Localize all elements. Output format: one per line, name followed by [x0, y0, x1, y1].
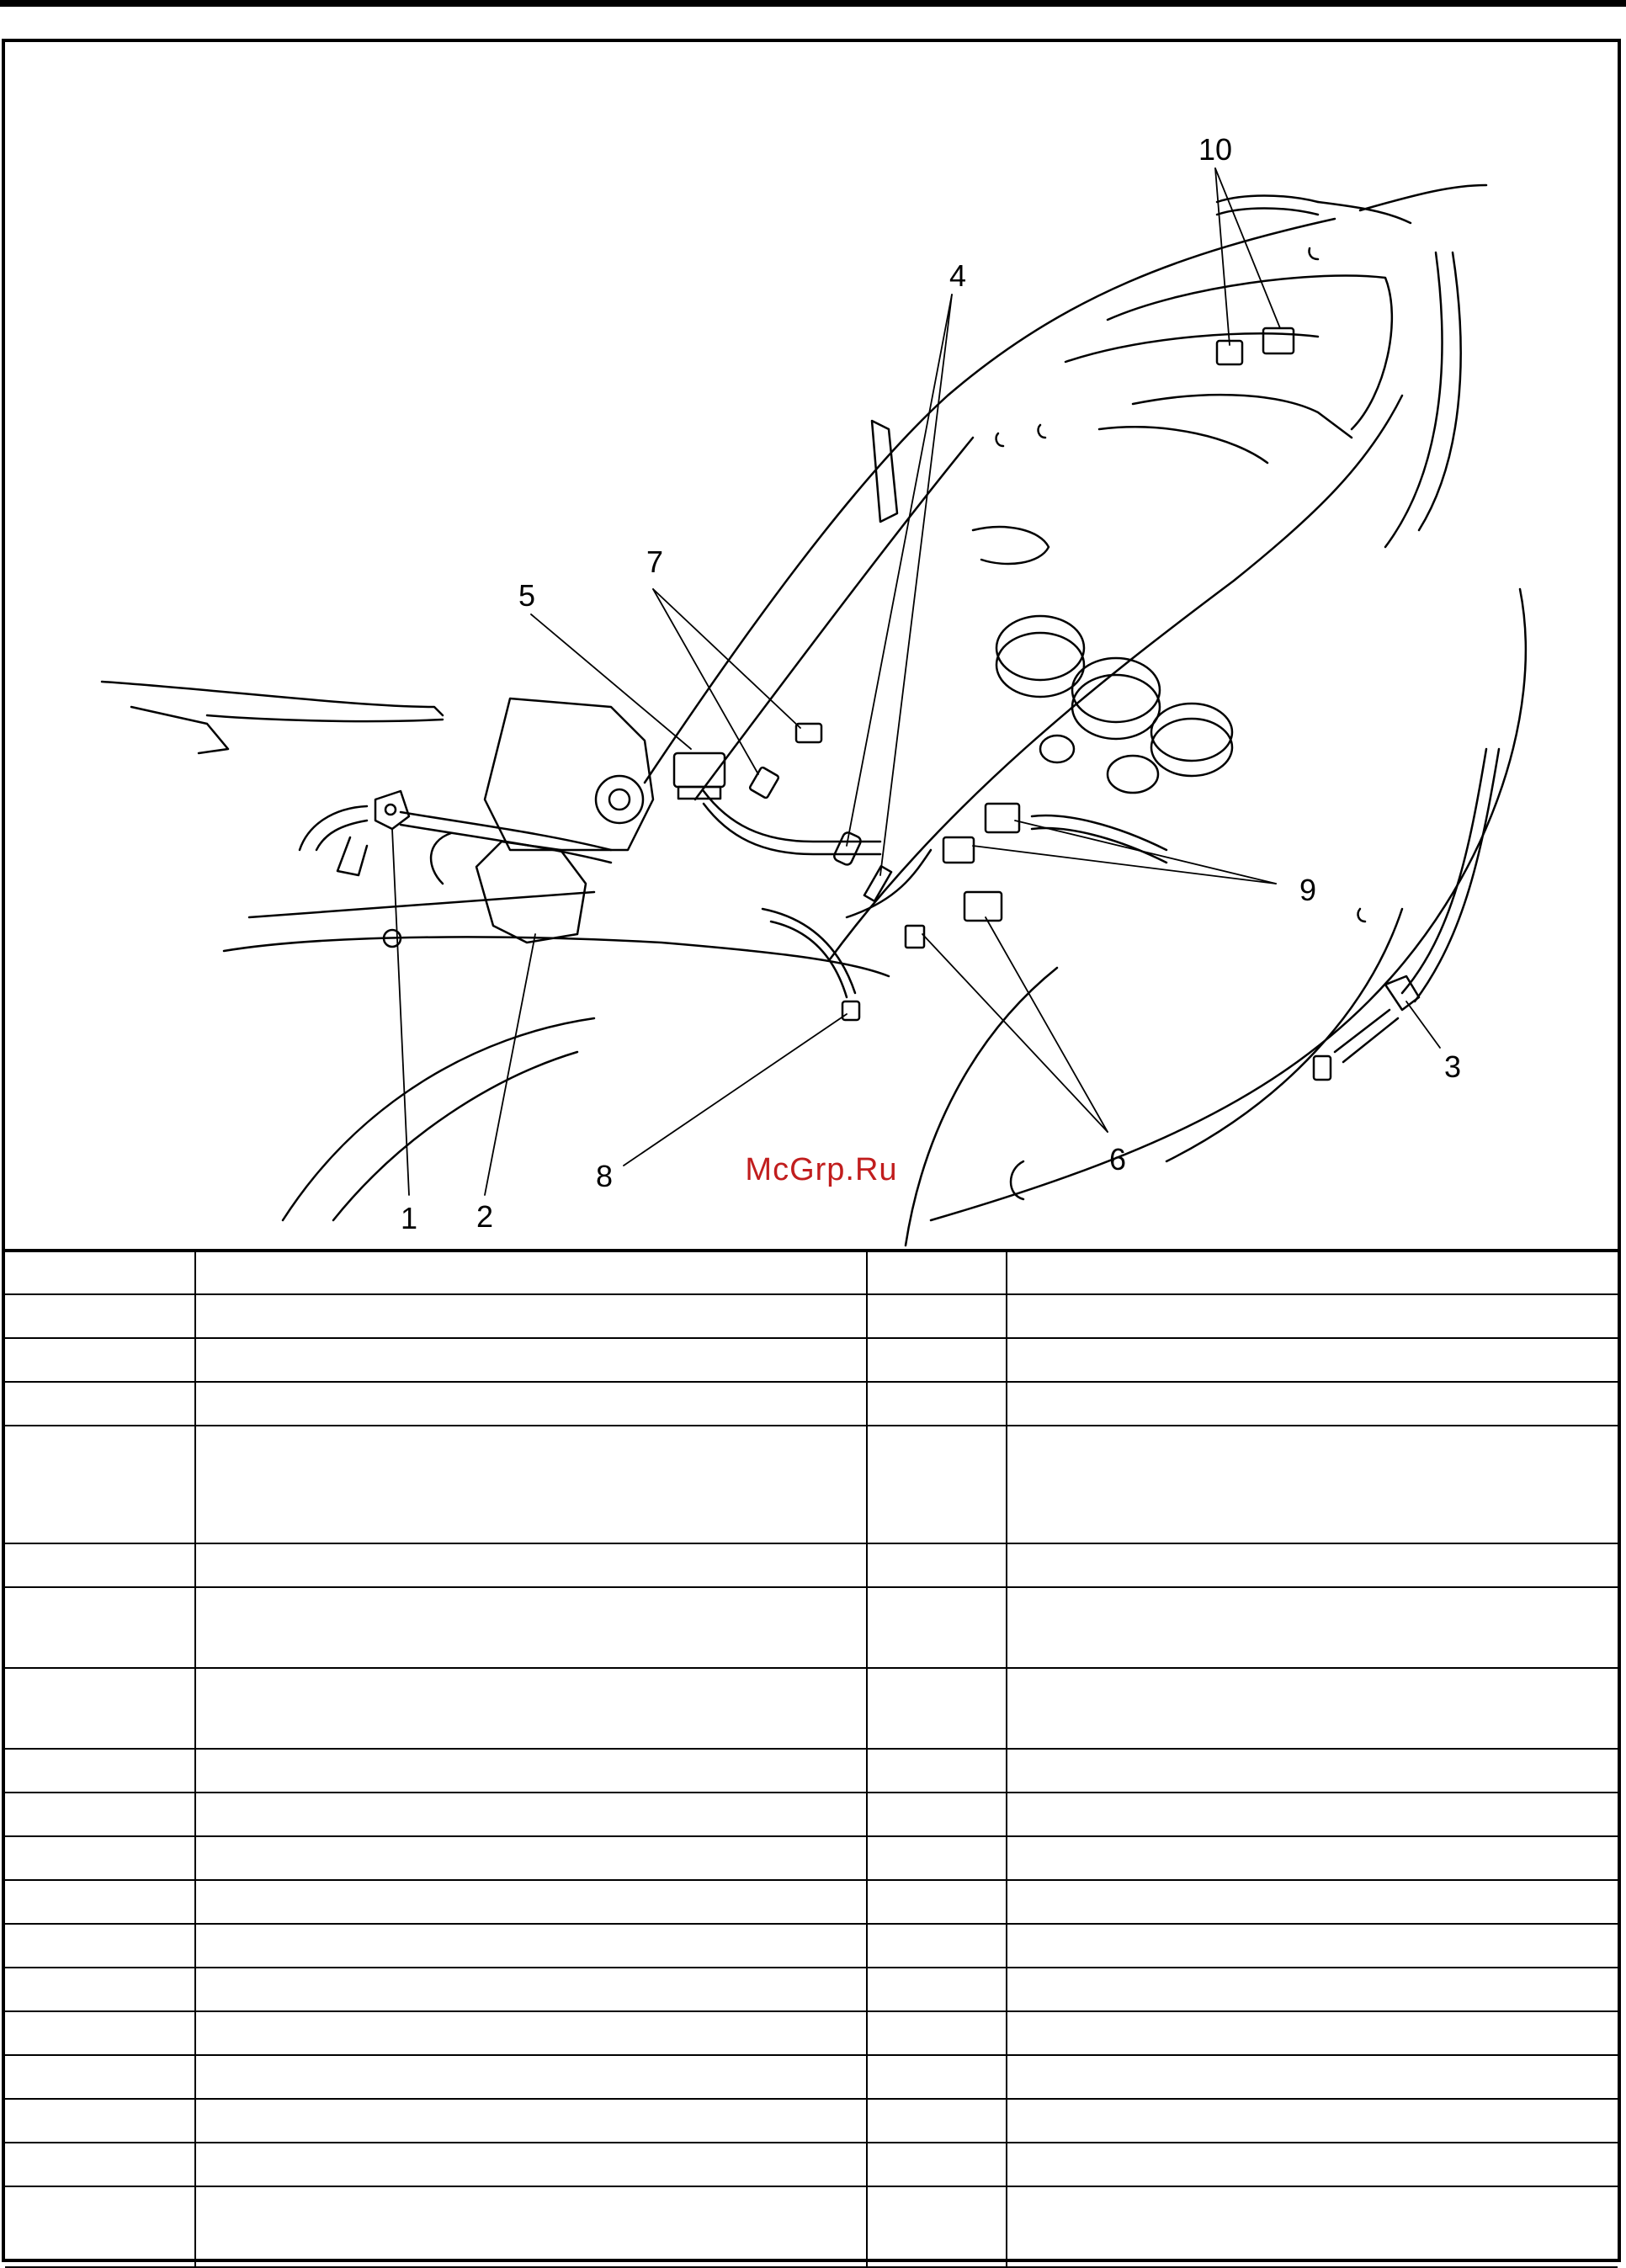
table-cell [1007, 1836, 1618, 1880]
table-cell [867, 2186, 1007, 2267]
table-cell [1007, 1968, 1618, 2011]
table-cell [5, 1836, 195, 1880]
leader-lines [392, 168, 1440, 1195]
table-row [5, 2099, 1618, 2143]
table-cell [867, 1382, 1007, 1426]
specification-table-body [5, 1251, 1618, 2267]
table-cell [867, 1836, 1007, 1880]
table-cell [5, 1587, 195, 1668]
table-cell [5, 1251, 195, 1294]
wiring-harness-illustration [5, 42, 1618, 1249]
table-cell [5, 1338, 195, 1382]
table-row [5, 1382, 1618, 1426]
table-cell [195, 1924, 867, 1968]
table-cell [195, 2186, 867, 2267]
table-cell [1007, 2099, 1618, 2143]
callout-labels [401, 132, 1461, 1235]
table-cell [867, 2099, 1007, 2143]
specification-table [5, 1249, 1618, 2268]
table-cell [1007, 1251, 1618, 1294]
table-cell [867, 1793, 1007, 1836]
table-cell [5, 2055, 195, 2099]
table-cell [1007, 1543, 1618, 1587]
table-cell [867, 1924, 1007, 1968]
table-cell [195, 1968, 867, 2011]
table-cell [5, 2011, 195, 2055]
table-cell [1007, 1793, 1618, 1836]
table-cell [1007, 2011, 1618, 2055]
table-cell [867, 2011, 1007, 2055]
table-cell [867, 1749, 1007, 1793]
table-cell [5, 2143, 195, 2186]
callout-4: 4 [948, 258, 967, 293]
callout-9: 9 [1299, 873, 1317, 907]
page-frame [2, 39, 1621, 2262]
table-cell [195, 1251, 867, 1294]
watermark: McGrp.Ru [745, 1152, 898, 1187]
table-cell [867, 1338, 1007, 1382]
table-cell [867, 1880, 1007, 1924]
table-cell [1007, 1426, 1618, 1543]
table-cell [867, 1587, 1007, 1668]
table-cell [5, 1749, 195, 1793]
table-cell [195, 1880, 867, 1924]
table-row [5, 1880, 1618, 1924]
table-cell [1007, 1338, 1618, 1382]
table-cell [5, 1793, 195, 1836]
table-row [5, 1968, 1618, 2011]
table-cell [1007, 2186, 1618, 2267]
table-cell [867, 1543, 1007, 1587]
table-cell [5, 2099, 195, 2143]
table-cell [5, 1426, 195, 1543]
table-cell [867, 2143, 1007, 2186]
table-row [5, 1668, 1618, 1749]
table-cell [1007, 1668, 1618, 1749]
table-cell [195, 2055, 867, 2099]
table-cell [5, 1880, 195, 1924]
table-cell [867, 1968, 1007, 2011]
table-cell [1007, 1880, 1618, 1924]
table-row [5, 1587, 1618, 1668]
table-row [5, 2186, 1618, 2267]
table-cell [195, 2099, 867, 2143]
callout-10: 10 [1198, 132, 1233, 167]
table-row [5, 2143, 1618, 2186]
callout-2: 2 [476, 1199, 494, 1234]
table-cell [195, 1749, 867, 1793]
motorcycle-frame-lines [102, 185, 1526, 1246]
table-cell [867, 1426, 1007, 1543]
table-cell [195, 2011, 867, 2055]
table-row [5, 2011, 1618, 2055]
callout-5: 5 [518, 578, 536, 613]
table-row [5, 1294, 1618, 1338]
table-cell [195, 2143, 867, 2186]
top-rule [0, 0, 1626, 7]
table-row [5, 2055, 1618, 2099]
table-cell [867, 1251, 1007, 1294]
table-cell [1007, 1587, 1618, 1668]
callout-3: 3 [1443, 1049, 1462, 1084]
table-cell [195, 1793, 867, 1836]
table-cell [1007, 1924, 1618, 1968]
table-cell [5, 1968, 195, 2011]
table-cell [5, 1924, 195, 1968]
table-cell [1007, 2055, 1618, 2099]
table-row [5, 1251, 1618, 1294]
table-cell [1007, 2143, 1618, 2186]
table-cell [5, 1294, 195, 1338]
callout-6: 6 [1108, 1142, 1127, 1176]
table-cell [195, 1668, 867, 1749]
table-cell [1007, 1749, 1618, 1793]
table-cell [195, 1426, 867, 1543]
table-cell [5, 1543, 195, 1587]
table-cell [867, 2055, 1007, 2099]
table-cell [5, 2186, 195, 2267]
table-cell [867, 1294, 1007, 1338]
table-cell [195, 1543, 867, 1587]
callout-1: 1 [400, 1201, 418, 1235]
callout-7: 7 [646, 544, 664, 579]
table-row [5, 1338, 1618, 1382]
table-cell [867, 1668, 1007, 1749]
table-cell [5, 1668, 195, 1749]
table-cell [195, 1836, 867, 1880]
table-cell [1007, 1382, 1618, 1426]
table-cell [195, 1587, 867, 1668]
table-cell [195, 1338, 867, 1382]
table-cell [195, 1382, 867, 1426]
callout-8: 8 [595, 1159, 614, 1193]
table-row [5, 1426, 1618, 1543]
illustration-svg [5, 42, 1618, 1249]
table-cell [1007, 1294, 1618, 1338]
table-row [5, 1543, 1618, 1587]
table-row [5, 1924, 1618, 1968]
table-row [5, 1793, 1618, 1836]
table-row [5, 1749, 1618, 1793]
table-row [5, 1836, 1618, 1880]
table-cell [195, 1294, 867, 1338]
table-cell [5, 1382, 195, 1426]
